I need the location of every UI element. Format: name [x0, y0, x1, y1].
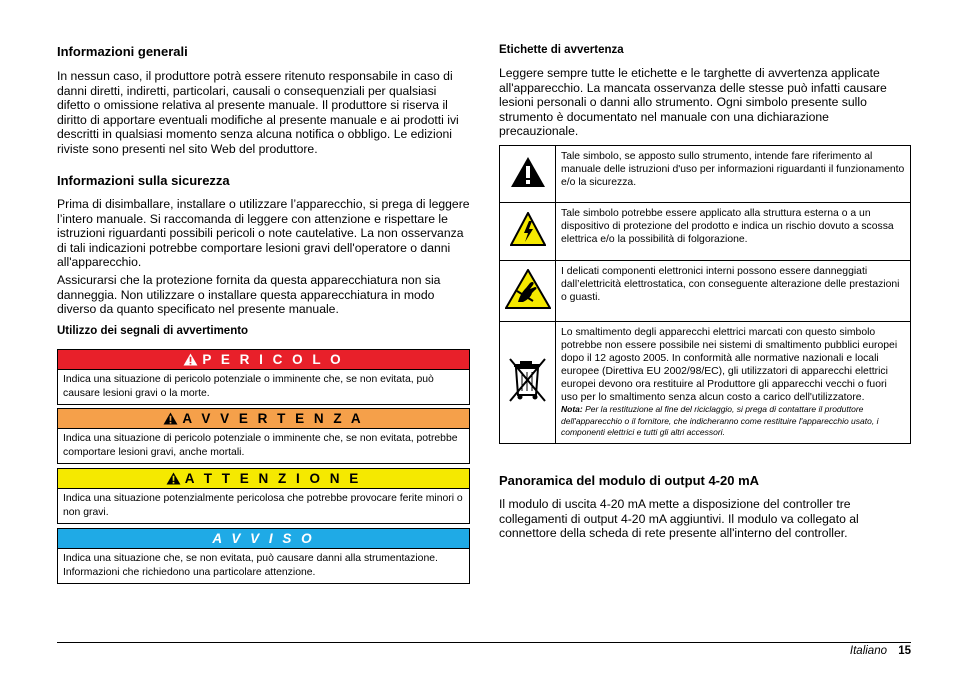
warning-triangle-icon	[510, 156, 546, 188]
footer-language: Italiano	[849, 645, 887, 657]
notice-label: A V V I S O	[212, 531, 315, 546]
symbol-text	[556, 322, 911, 444]
danger-box	[57, 349, 470, 405]
note-label: Nota:	[561, 404, 583, 414]
safety-info-text-1: Prima di disimballare, installare o utilizzare l’apparecchio, si prega di leggere l’intero manuale. Si raccomanda di leggere con attenzione e rispettare le istruzioni riguardanti possibili pericoli o note cautelative. La non osservanza di tali indicazioni potrebbe comportare lesioni gravi dell'operatore o danni all'apparecchio.	[57, 197, 470, 270]
danger-label: P E R I C O L O	[202, 352, 344, 367]
warning-box	[57, 408, 470, 464]
caution-header	[57, 468, 470, 489]
notice-header	[57, 528, 470, 549]
electric-shock-icon	[510, 212, 546, 246]
symbols-table	[499, 145, 911, 444]
danger-text: Indica una situazione di pericolo potenziale o imminente che, se non evitata, può causare lesioni gravi o la morte.	[57, 370, 470, 405]
page-number: 15	[898, 645, 911, 657]
module-overview-text: Il modulo di uscita 4-20 mA mette a disposizione del controller tre collegamenti di output 4-20 mA aggiuntivi. Il modulo va collegato al connettore della scheda di rete presente all'interno del controller.	[499, 497, 859, 541]
warning-triangle-icon	[163, 412, 178, 425]
warning-text: Indica una situazione di pericolo potenziale o imminente che, se non evitata, potrebbe comportare lesioni gravi, anche mortali.	[57, 429, 470, 464]
symbol-text: I delicati componenti elettronici interni possono essere danneggiati dall’elettricità elettrostatica, con conseguente alterazione delle prestazioni o guasti.	[556, 261, 911, 322]
symbol-row	[500, 203, 911, 261]
notice-box	[57, 528, 470, 584]
safety-info-text-2: Assicurarsi che la protezione fornita da questa apparecchiatura non sia danneggia. Non utilizzare o installare questa apparecchiatura in modo diverso da quanto specificato nel presente manuale.	[57, 273, 441, 317]
note-text: Per la restituzione al fine del riciclaggio, si prega di contattare il produttore dell'apparecchio o il fornitore, che indicheranno come restituire l'apparecchio usato, i componenti elettrici e tutti gli altri accessori.	[561, 404, 879, 437]
notice-text: Indica una situazione che, se non evitata, può causare danni alla strumentazione. Informazioni che richiedono una particolare attenzione.	[57, 549, 470, 584]
weee-note	[561, 404, 905, 439]
symbol-row	[500, 261, 911, 322]
warning-header	[57, 408, 470, 429]
safety-info-heading: Informazioni sulla sicurezza	[57, 173, 230, 188]
symbol-row	[500, 322, 911, 444]
esd-icon	[505, 269, 551, 309]
weee-text: Lo smaltimento degli apparecchi elettrici marcati con questo simbolo potrebbe non essere possibile nei sistemi di smaltimento pubblici europei dopo il 12 agosto 2005. In conformità alle normative nazionali e locali europee (Direttiva EU 2002/98/EC), gli utilizzatori di apparecchi elettrici europei devono ora restituire al Produttore gli apparecchi vecchi o fuori uso per lo smaltimento senza alcun costo a carico dell'utilizzatore.	[561, 327, 898, 403]
signal-words-heading: Utilizzo dei segnali di avvertimento	[57, 325, 249, 337]
footer-rule	[57, 642, 911, 643]
caution-label: A T T E N Z I O N E	[184, 471, 362, 486]
warning-labels-text: Leggere sempre tutte le etichette e le targhette di avvertenza applicate all'apparecchio. La mancata osservanza delle stesse può infatti causare lesioni personali o danni allo strumento. Ogni simbolo presente sullo strumento è documentato nel manuale con una dichiarazione precauzionale.	[499, 66, 887, 139]
page-footer	[850, 645, 911, 657]
warning-triangle-icon	[183, 353, 198, 366]
warning-labels-heading: Etichette di avvertenza	[499, 44, 624, 56]
caution-text: Indica una situazione potenzialmente pericolosa che potrebbe provocare ferite minori o non gravi.	[57, 489, 470, 524]
symbol-row	[500, 146, 911, 203]
symbol-text: Tale simbolo potrebbe essere applicato alla struttura esterna o a un dispositivo di protezione del prodotto e indica un rischio dovuto a scossa elettrica e/o la possibilità di folgorazione.	[556, 203, 911, 261]
weee-bin-icon	[508, 355, 548, 405]
warning-triangle-icon	[166, 472, 181, 485]
danger-header	[57, 349, 470, 370]
symbol-text: Tale simbolo, se apposto sullo strumento, intende fare riferimento al manuale delle istruzioni d'uso per informazioni riguardanti il funzionamento e/o la sicurezza.	[556, 146, 911, 203]
module-overview-heading: Panoramica del modulo di output 4-20 mA	[499, 473, 760, 488]
general-info-text: In nessun caso, il produttore potrà essere ritenuto responsabile in caso di danni diretti, indiretti, particolari, causali o consequenziali per qualsiasi difetto o omissione relativa al presente manuale. Il produttore si riserva il diritto di apportare eventuali modifiche al presente manuale e ai prodotti ivi descritti in qualsiasi momento senza alcuna notifica o obbligo. Le edizioni riviste sono presenti nel sito Web del produttore.	[57, 69, 459, 156]
warning-label: A V V E R T E N Z A	[182, 411, 364, 426]
general-info-heading: Informazioni generali	[57, 44, 188, 59]
caution-box	[57, 468, 470, 524]
